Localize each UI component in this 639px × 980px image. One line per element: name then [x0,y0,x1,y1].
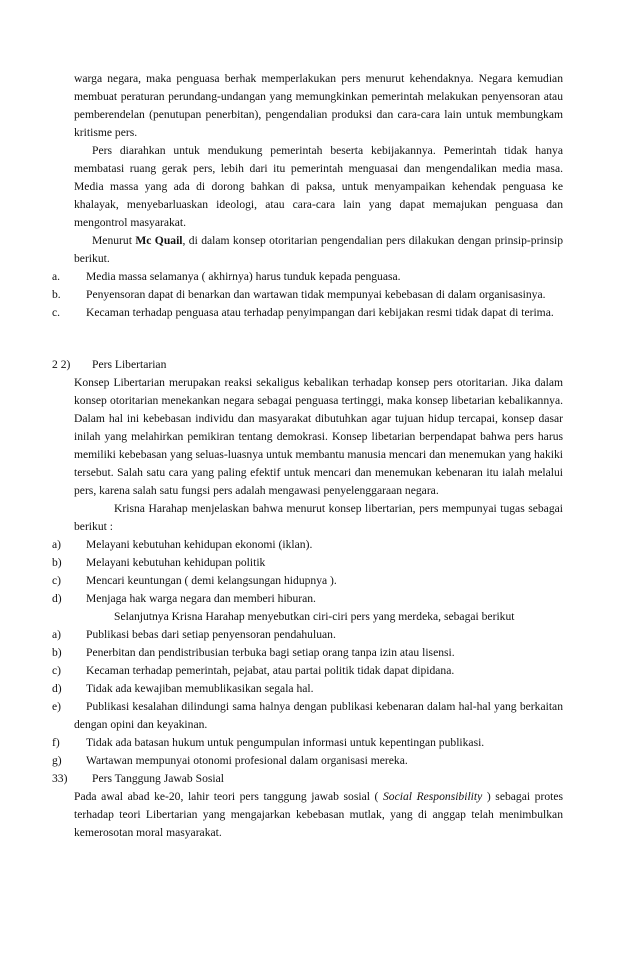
list-item [52,752,563,770]
list-item-text: Mencari keuntungan ( demi kelangsungan hidupnya ). [86,574,337,587]
list-marker: e) [52,700,62,713]
list-item-text: Media massa selamanya ( akhirnya) harus tunduk kepada penguasa. [86,270,401,283]
list-item-text: Melayani kebutuhan kehidupan ekonomi (iklan). [86,538,313,551]
section-number: 2 2) [52,358,71,371]
section-heading [52,356,563,374]
paragraph-mcquail [74,232,563,268]
list-item [52,536,563,554]
section-heading [52,770,563,788]
list-marker: d) [52,682,62,695]
list-marker: b) [52,556,62,569]
list-item-text: Melayani kebutuhan kehidupan politik [86,556,266,569]
paragraph: Krisna Harahap menjelaskan bahwa menurut konsep libertarian, pers mempunyai tugas sebagai berikut : [74,502,563,533]
section-number: 33) [52,772,68,785]
paragraph-text: ) sebagai protes terhadap teori Libertarian yang mengajarkan kebebasan mutlak, yang di anggap telah menimbulkan kemerosotan moral masyarakat. [74,790,563,839]
list-item-text: Menjaga hak warga negara dan memberi hiburan. [86,592,316,605]
paragraph-text: Pada awal abad ke-20, lahir teori pers tanggung jawab sosial ( [74,790,383,803]
list-marker: a) [52,538,62,551]
list-item [52,590,563,608]
list-marker: g) [52,754,62,767]
paragraph [74,142,563,232]
list-item [52,734,563,752]
list-marker: c) [52,664,62,677]
list-item [52,626,563,644]
paragraph-text: Pers diarahkan untuk mendukung pemerintah beserta kebijakannya. Pemerintah tidak hanya membatasi ruang gerak pers, lebih dari itu pemerintah menguasai dan mengendalikan media masa. Media massa yang ada di dorong bahkan di paksa, untuk menyampaikan kehendak penguasa ke khalayak, menyebarluaskan ideologi, atau cara-cara lain yang dapat memajukan penguasa dan mengontrol masyarakat. [74,144,563,229]
list-marker: c) [52,574,62,587]
list-item-text: Penerbitan dan pendistribusian terbuka bagi setiap orang tanpa izin atau lisensi. [86,646,455,659]
section-otoritarian-continued [52,70,563,322]
list-item-text: Penyensoran dapat di benarkan dan wartawan tidak mempunyai kebebasan di dalam organisasinya. [86,288,546,301]
list-item-text: Tidak ada kewajiban memublikasikan segala hal. [86,682,314,695]
list-marker: b. [52,288,61,301]
list-marker: c. [52,306,61,319]
list-marker: a) [52,628,62,641]
paragraph [74,788,563,842]
section-title: Pers Libertarian [92,358,167,371]
section-libertarian [52,356,563,770]
list-item [52,268,563,286]
list-item-text: Kecaman terhadap penguasa atau terhadap penyimpangan dari kebijakan resmi tidak dapat di terima. [86,306,554,319]
list-item [52,662,563,680]
list-item-text: Tidak ada batasan hukum untuk pengumpulan informasi untuk kepentingan publikasi. [86,736,485,749]
list-item [52,286,563,304]
author-name: Mc Quail [135,234,183,247]
list-item [52,644,563,662]
list-item [52,304,563,322]
paragraph-text: , di dalam konsep otoritarian pengendalian pers dilakukan dengan prinsip-prinsip berikut. [74,234,563,265]
list-marker: d) [52,592,62,605]
list-item [52,698,563,734]
paragraph: warga negara, maka penguasa berhak memperlakukan pers menurut kehendaknya. Negara kemudian membuat peraturan perundang-undangan yang memungkinkan pemerintah melakukan penyensoran atau pemberendelan (penutupan penerbitan), pengendalian produksi dan cara-cara lain untuk membungkam kritisme pers. [74,72,563,139]
section-tanggung-jawab-sosial [52,770,563,842]
list-item [52,680,563,698]
list-marker: a. [52,270,61,283]
list-item-text: Kecaman terhadap pemerintah, pejabat, atau partai politik tidak dapat dipidana. [86,664,455,677]
list-item-text: Publikasi kesalahan dilindungi sama halnya dengan publikasi kebenaran dalam hal-hal yang berkaitan dengan opini dan keyakinan. [74,700,563,731]
list-item [52,572,563,590]
list-marker: f) [52,736,60,749]
list-marker: b) [52,646,62,659]
list-item-text: Wartawan mempunyai otonomi profesional dalam organisasi mereka. [86,754,408,767]
paragraph: Selanjutnya Krisna Harahap menyebutkan ciri-ciri pers yang merdeka, sebagai berikut [114,610,515,623]
list-item [52,554,563,572]
paragraph-text: Menurut [92,234,136,247]
list-item-text: Publikasi bebas dari setiap penyensoran pendahuluan. [86,628,336,641]
section-title: Pers Tanggung Jawab Sosial [92,772,224,785]
term-italic: Social Responsibility [383,790,483,803]
paragraph: Konsep Libertarian merupakan reaksi sekaligus kebalikan terhadap konsep pers otoritarian. Jika dalam konsep otoritarian menekankan negara sebagai penguasa tertinggi, maka konsep libetarian kebalikannya. Dalam hal ini kebebasan individu dan masyarakat dibutuhkan agar tujuan hidup tercapai, konsep dasar inilah yang melahirkan pemikiran tentang demokrasi. Konsep libetarian berpendapat bahwa pers harus memiliki kebebasan yang seluas-luasnya untuk membantu manusia mencari dan menemukan yang hakiki tersebut. Salah satu cara yang paling efektif untuk mencari dan menemukan kebenaran itu ialah melalui pers, karena salah satu fungsi pers adalah mengawasi penyelenggaraan negara. [74,376,563,497]
